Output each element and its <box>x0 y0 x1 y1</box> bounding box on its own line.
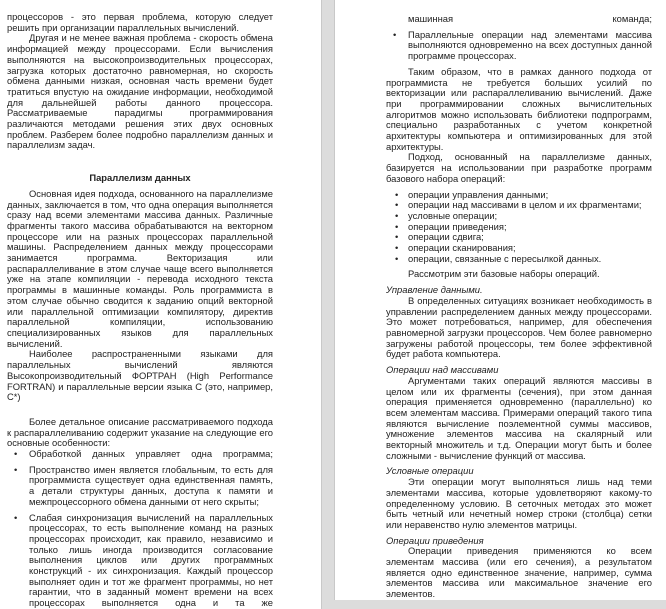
subsection-title: Управление данными. <box>386 284 483 296</box>
paragraph: Наиболее распространенными языками для параллельных вычислений являются Высокопроизводительный ФОРТРАН (High Performance FORTRAN) и параллельные версии языка C (это, например, C*) <box>7 348 273 403</box>
bullet-icon: • <box>395 242 399 254</box>
list-item-text: операции над массивами в целом и их фрагментами; <box>408 199 642 211</box>
list-item <box>386 254 652 265</box>
list-item-text: Слабая синхронизация вычислений на параллельных процессорах, то есть выполнение команд на разных процессорах происходит, как правило, независимо и только лишь иногда производится согласование выполнения циклов или других программных конструкций - их синхронизация. Каждый процессор выполняет один и тот же фрагмент программы, но нет гарантии, что в заданный момент времени на всех процессорах выполняется одна и та же <box>29 511 273 609</box>
list-item-text: операции, связанные с пересылкой данных. <box>408 252 602 264</box>
list-item <box>7 513 273 609</box>
bullet-icon: • <box>395 220 399 232</box>
bullet-icon: • <box>395 209 399 221</box>
list-item-text: Параллельные операции над элементами массива выполняются одновременно на всех доступных данной программе процессорах. <box>408 28 652 62</box>
bullet-icon: • <box>14 463 18 475</box>
paragraph: Аргументами таких операций являются массивы в целом или их фрагменты (сечения), при этом данная операция применяется одновременно (параллельно) ко всем элементам массива. Примерами операций такого типа являются вычисление поэлементной суммы массивов, умножение элементов массива на скалярный или векторный множитель и т.д. Операции могут быть и более сложными - вычисление функций от массива. <box>386 374 652 461</box>
bullet-icon: • <box>395 231 399 243</box>
paragraph: Основная идея подхода, основанного на параллелизме данных, заключается в том, что одна операция выполняется сразу над всеми элементами массива данных. Различные фрагменты такого массива обрабатываются на векторном процессоре или на разных процессорах параллельной машины. Распределением данных между процессорами занимается программа. Векторизация или распараллеливание в этом случае чаще всего выполняется уже на этапе компиляции - перевода исходного текста программы в машинные команды. Роль программиста в этом случае обычно сводится к заданию опций векторной или параллельной оптимизации компилятору, директив параллельной компиляции, использованию специализированных языков для параллельных вычислений. <box>7 187 273 349</box>
list-item-text: операции приведения; <box>408 220 507 232</box>
list-item-text: операции сдвига; <box>408 231 484 243</box>
right-page <box>334 0 666 600</box>
bullet-icon: • <box>14 511 18 523</box>
list-item-text: операции управления данными; <box>408 188 549 200</box>
paragraph: процессоров - это первая проблема, которую следует решить при организации параллельных вычислений. <box>7 11 273 33</box>
list-item-text: Пространство имен является глобальным, то есть для программиста существует одна единственная память, а детали структуры данных, доступа к памяти и межпроцессорного обмена данными от него скрыты; <box>29 463 273 507</box>
paragraph: Таким образом, что в рамках данного подхода от программиста не требуется больших усилий по векторизации или распараллеливанию вычислений. Даже при программировании сложных вычислительных алгоритмов можно использовать библиотеки подпрограмм, специально разработанных с учетом конкретной архитектуры компьютера и оптимизированных для этой архитектуры. <box>386 65 652 152</box>
paragraph: Операции приведения применяются ко всем элементам массива (или его сечения), а результатом является одно единственное значение, например, сумма элементов массива или максимальное значение его элементов. <box>386 545 652 600</box>
list-item-text: Обработкой данных управляет одна программа; <box>29 448 273 460</box>
paragraph: Подход, основанный на параллелизме данных, базируется на использовании при разработке программ базового набора операций: <box>386 151 652 184</box>
bullet-icon: • <box>395 188 399 200</box>
bullet-icon: • <box>395 199 399 211</box>
operations-list <box>386 190 652 265</box>
bullet-icon: • <box>14 448 18 460</box>
paragraph: Более детальное описание рассматриваемого подхода к распараллеливанию содержит указание на следующие его основные особенности: <box>7 415 273 449</box>
subsection-title: Операции приведения <box>386 534 484 546</box>
list-item <box>7 449 273 460</box>
bullet-icon: • <box>395 252 399 264</box>
list-item-text: операции сканирования; <box>408 242 516 254</box>
list-item-text: условные операции; <box>408 209 498 221</box>
paragraph: Эти операции могут выполняться лишь над теми элементами массива, которые удовлетворяют какому-то определенному условию. В сеточных методах это может быть четный или нечетный номер строки (столбца) сетки или неравенство нулю элементов матрицы. <box>386 476 652 530</box>
bullet-icon: • <box>393 28 397 40</box>
paragraph: В определенных ситуациях возникает необходимость в управлении распределением данных между процессорами. Это может потребоваться, например, для обеспечения равномерной загрузки процессоров. Чем более равномерно загружены работой процессоры, тем более эффективной будет работа компьютера. <box>386 294 652 360</box>
list-item <box>386 30 652 62</box>
paragraph: Другая и не менее важная проблема - скорость обмена информацией между процессорами. Если вычисления выполняются на высокопроизводительных процессорах, загрузка которых достаточно равномерная, но скорость обмена данными низкая, основная часть времени будет тратиться впустую на ожидание информации, необходимой для дальнейшей работы данного процессора. Рассматриваемые парадигмы программирования различаются методами решения этих двух основных проблем. Разберем более подробно параллелизм данных и параллелизм задач. <box>7 32 273 151</box>
paragraph: Рассмотрим эти базовые наборы операций. <box>408 268 600 280</box>
list-item <box>7 465 273 508</box>
left-page <box>0 0 322 609</box>
subsection-title: Условные операции <box>386 465 474 477</box>
subsection-title: Операции над массивами <box>386 364 499 376</box>
section-heading: Параллелизм данных <box>89 172 191 184</box>
paragraph-continuation: машинная команда; <box>408 13 652 24</box>
